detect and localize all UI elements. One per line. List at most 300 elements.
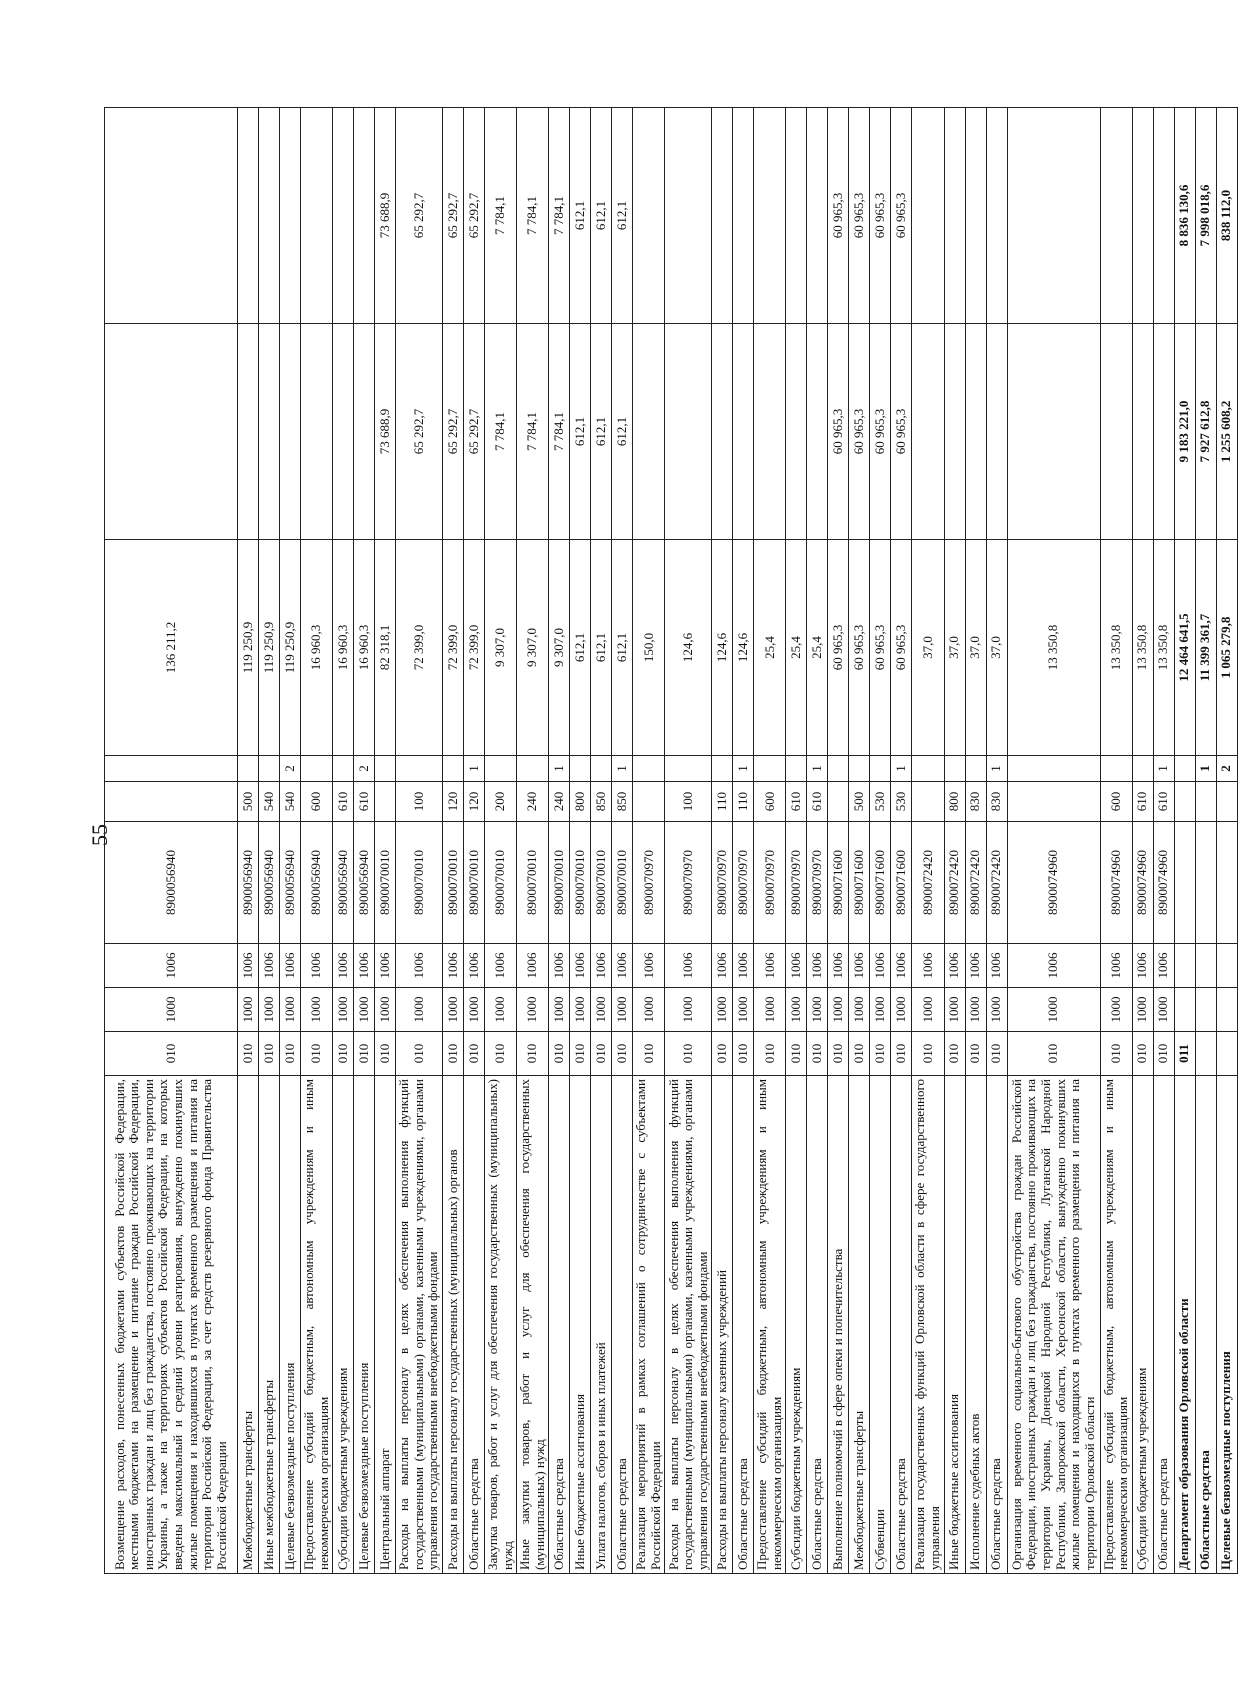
amount-year-1: 124,6 [712, 540, 733, 756]
section-code: 1000 [1153, 988, 1174, 1032]
subsection-code: 1006 [733, 944, 754, 988]
expense-type: 600 [301, 782, 333, 822]
page-number: 55 [87, 824, 112, 846]
row-name: Выполнение полномочий в сфере опеки и попечительства [828, 1076, 849, 1574]
amount-year-1: 16 960,3 [333, 540, 354, 756]
table-row [1195, 108, 1216, 1574]
funding-source [1007, 756, 1100, 782]
amount-year-1: 16 960,3 [301, 540, 333, 756]
table-row [485, 108, 517, 1574]
amount-year-2 [1132, 324, 1153, 540]
table-row [570, 108, 591, 1574]
amount-year-1: 150,0 [633, 540, 665, 756]
amount-year-3 [105, 108, 238, 324]
section-code: 1000 [912, 988, 944, 1032]
section-code: 1000 [633, 988, 665, 1032]
section-code: 1000 [280, 988, 301, 1032]
ministry-code: 010 [712, 1032, 733, 1076]
section-code: 1000 [965, 988, 986, 1032]
ministry-code: 010 [786, 1032, 807, 1076]
table-row [633, 108, 665, 1574]
table-row [517, 108, 549, 1574]
expense-type [1174, 782, 1195, 822]
amount-year-2: 7 784,1 [517, 324, 549, 540]
funding-source [849, 756, 870, 782]
amount-year-1: 37,0 [944, 540, 965, 756]
table-row [549, 108, 570, 1574]
funding-source [396, 756, 443, 782]
row-name: Областные средства [891, 1076, 912, 1574]
target-article: 8900056940 [354, 822, 375, 944]
subsection-code: 1006 [807, 944, 828, 988]
row-name: Целевые безвозмездные поступления [280, 1076, 301, 1574]
ministry-code: 011 [1174, 1032, 1195, 1076]
amount-year-3: 7 784,1 [549, 108, 570, 324]
amount-year-2: 7 784,1 [485, 324, 517, 540]
subsection-code: 1006 [280, 944, 301, 988]
section-code: 1000 [517, 988, 549, 1032]
row-name: Межбюджетные трансферты [238, 1076, 259, 1574]
ministry-code: 010 [105, 1032, 238, 1076]
amount-year-3 [944, 108, 965, 324]
subsection-code: 1006 [665, 944, 712, 988]
ministry-code: 010 [485, 1032, 517, 1076]
table-row [354, 108, 375, 1574]
table-row [301, 108, 333, 1574]
amount-year-3 [354, 108, 375, 324]
table-row [105, 108, 238, 1574]
subsection-code: 1006 [354, 944, 375, 988]
table-row [807, 108, 828, 1574]
amount-year-2: 612,1 [612, 324, 633, 540]
expense-type: 500 [238, 782, 259, 822]
section-code: 1000 [375, 988, 396, 1032]
expense-type: 240 [517, 782, 549, 822]
amount-year-1: 12 464 641,5 [1174, 540, 1195, 756]
ministry-code: 010 [570, 1032, 591, 1076]
amount-year-2: 65 292,7 [396, 324, 443, 540]
target-article: 8900070010 [570, 822, 591, 944]
expense-type: 610 [807, 782, 828, 822]
table-row [612, 108, 633, 1574]
target-article: 8900070010 [517, 822, 549, 944]
section-code: 1000 [105, 988, 238, 1032]
amount-year-3: 612,1 [570, 108, 591, 324]
ministry-code: 010 [965, 1032, 986, 1076]
amount-year-3: 60 965,3 [828, 108, 849, 324]
row-name: Иные бюджетные ассигнования [570, 1076, 591, 1574]
ministry-code: 010 [443, 1032, 464, 1076]
section-code: 1000 [986, 988, 1007, 1032]
budget-table [104, 107, 1238, 1574]
funding-source: 1 [612, 756, 633, 782]
amount-year-2 [280, 324, 301, 540]
amount-year-2: 65 292,7 [464, 324, 485, 540]
amount-year-2 [1007, 324, 1100, 540]
expense-type: 200 [485, 782, 517, 822]
target-article: 8900070970 [712, 822, 733, 944]
expense-type: 610 [1153, 782, 1174, 822]
section-code: 1000 [807, 988, 828, 1032]
amount-year-1: 82 318,1 [375, 540, 396, 756]
amount-year-1: 124,6 [733, 540, 754, 756]
funding-source [944, 756, 965, 782]
subsection-code: 1006 [986, 944, 1007, 988]
row-name: Целевые безвозмездные поступления [354, 1076, 375, 1574]
ministry-code: 010 [1100, 1032, 1132, 1076]
target-article: 8900074960 [1153, 822, 1174, 944]
expense-type: 540 [259, 782, 280, 822]
row-name: Расходы на выплаты персоналу в целях обеспечения выполнения функций государственными (муниципальными) органами, казенными учреждениями, органами управления государственными внебюджетными фондами [396, 1076, 443, 1574]
subsection-code: 1006 [443, 944, 464, 988]
table-row [259, 108, 280, 1574]
section-code: 1000 [396, 988, 443, 1032]
row-name: Возмещение расходов, понесенных бюджетами субъектов Российской Федерации, местными бюджетами на размещение и питание граждан Российской Федерации, иностранных граждан и лиц без гражданства, постоянно проживающих на территории Украины, а также на территориях субъектов Российской Федерации, на которых введены максимальный и средний уровни реагирования, вынужденно покинувших жилые помещения и находившихся в пунктах временного размещения и питания на территории Российской Федерации, за счет средств резервного фонда Правительства Российской Федерации [105, 1076, 238, 1574]
target-article: 8900071600 [828, 822, 849, 944]
subsection-code: 1006 [633, 944, 665, 988]
amount-year-2 [633, 324, 665, 540]
funding-source: 1 [1153, 756, 1174, 782]
target-article: 8900070010 [396, 822, 443, 944]
table-row [1132, 108, 1153, 1574]
subsection-code: 1006 [828, 944, 849, 988]
amount-year-3: 838 112,0 [1216, 108, 1237, 324]
section-code: 1000 [786, 988, 807, 1032]
funding-source [570, 756, 591, 782]
ministry-code [1195, 1032, 1216, 1076]
table-row [754, 108, 786, 1574]
target-article: 8900070010 [485, 822, 517, 944]
target-article: 8900071600 [891, 822, 912, 944]
ministry-code: 010 [612, 1032, 633, 1076]
amount-year-1: 1 065 279,8 [1216, 540, 1237, 756]
expense-type [1216, 782, 1237, 822]
section-code: 1000 [733, 988, 754, 1032]
amount-year-1: 11 399 361,7 [1195, 540, 1216, 756]
section-code: 1000 [570, 988, 591, 1032]
amount-year-2: 9 183 221,0 [1174, 324, 1195, 540]
ministry-code: 010 [464, 1032, 485, 1076]
ministry-code: 010 [912, 1032, 944, 1076]
section-code: 1000 [443, 988, 464, 1032]
expense-type: 500 [849, 782, 870, 822]
row-name: Департамент образования Орловской области [1174, 1076, 1195, 1574]
funding-source: 1 [733, 756, 754, 782]
funding-source: 1 [1195, 756, 1216, 782]
ministry-code: 010 [665, 1032, 712, 1076]
amount-year-2: 612,1 [570, 324, 591, 540]
amount-year-3: 7 784,1 [485, 108, 517, 324]
target-article: 8900070970 [733, 822, 754, 944]
funding-source: 2 [280, 756, 301, 782]
subsection-code: 1006 [1132, 944, 1153, 988]
amount-year-3 [754, 108, 786, 324]
section-code: 1000 [354, 988, 375, 1032]
amount-year-1: 136 211,2 [105, 540, 238, 756]
expense-type: 530 [870, 782, 891, 822]
amount-year-1: 60 965,3 [891, 540, 912, 756]
funding-source [828, 756, 849, 782]
subsection-code: 1006 [105, 944, 238, 988]
target-article: 8900074960 [1007, 822, 1100, 944]
amount-year-3: 8 836 130,6 [1174, 108, 1195, 324]
table-row [1153, 108, 1174, 1574]
amount-year-1: 9 307,0 [485, 540, 517, 756]
target-article: 8900070970 [633, 822, 665, 944]
section-code: 1000 [301, 988, 333, 1032]
section-code: 1000 [549, 988, 570, 1032]
target-article: 8900056940 [333, 822, 354, 944]
row-name: Расходы на выплаты персоналу в целях обеспечения выполнения функций государственными (муниципальными) органами, казенными учреждениями, органами управления государственными внебюджетными фондами [665, 1076, 712, 1574]
target-article: 8900074960 [1132, 822, 1153, 944]
amount-year-1: 37,0 [912, 540, 944, 756]
amount-year-1: 119 250,9 [280, 540, 301, 756]
expense-type [633, 782, 665, 822]
row-name: Реализация государственных функций Орловской области в сфере государственного управления [912, 1076, 944, 1574]
table-row [591, 108, 612, 1574]
funding-source [105, 756, 238, 782]
target-article: 8900070010 [443, 822, 464, 944]
subsection-code: 1006 [870, 944, 891, 988]
target-article: 8900056940 [301, 822, 333, 944]
funding-source [633, 756, 665, 782]
amount-year-2 [665, 324, 712, 540]
funding-source: 2 [1216, 756, 1237, 782]
amount-year-2 [807, 324, 828, 540]
subsection-code: 1006 [485, 944, 517, 988]
expense-type: 110 [733, 782, 754, 822]
funding-source [754, 756, 786, 782]
target-article: 8900070010 [549, 822, 570, 944]
subsection-code: 1006 [912, 944, 944, 988]
subsection-code: 1006 [1153, 944, 1174, 988]
amount-year-2 [333, 324, 354, 540]
expense-type: 850 [591, 782, 612, 822]
row-name: Областные средства [464, 1076, 485, 1574]
funding-source: 1 [464, 756, 485, 782]
section-code: 1000 [238, 988, 259, 1032]
amount-year-1: 37,0 [986, 540, 1007, 756]
expense-type: 100 [396, 782, 443, 822]
expense-type: 530 [891, 782, 912, 822]
amount-year-2 [986, 324, 1007, 540]
amount-year-2: 60 965,3 [828, 324, 849, 540]
row-name: Субсидии бюджетным учреждениям [1132, 1076, 1153, 1574]
subsection-code: 1006 [1100, 944, 1132, 988]
expense-type: 610 [1132, 782, 1153, 822]
funding-source [1132, 756, 1153, 782]
subsection-code: 1006 [786, 944, 807, 988]
subsection-code: 1006 [549, 944, 570, 988]
amount-year-3 [633, 108, 665, 324]
amount-year-3 [1100, 108, 1132, 324]
row-name: Областные средства [733, 1076, 754, 1574]
section-code: 1000 [333, 988, 354, 1032]
expense-type: 610 [786, 782, 807, 822]
table-row [1007, 108, 1100, 1574]
section-code: 1000 [464, 988, 485, 1032]
funding-source [259, 756, 280, 782]
amount-year-3: 60 965,3 [891, 108, 912, 324]
subsection-code: 1006 [591, 944, 612, 988]
amount-year-2 [754, 324, 786, 540]
row-name: Центральный аппарат [375, 1076, 396, 1574]
amount-year-1: 60 965,3 [849, 540, 870, 756]
expense-type [1007, 782, 1100, 822]
ministry-code: 010 [375, 1032, 396, 1076]
funding-source [665, 756, 712, 782]
section-code: 1000 [712, 988, 733, 1032]
amount-year-2: 7 784,1 [549, 324, 570, 540]
row-name: Субвенции [870, 1076, 891, 1574]
target-article [1216, 822, 1237, 944]
amount-year-1: 9 307,0 [549, 540, 570, 756]
ministry-code: 010 [870, 1032, 891, 1076]
section-code: 1000 [1100, 988, 1132, 1032]
funding-source [870, 756, 891, 782]
funding-source [912, 756, 944, 782]
amount-year-2: 65 292,7 [443, 324, 464, 540]
ministry-code: 010 [828, 1032, 849, 1076]
amount-year-2 [1153, 324, 1174, 540]
table-row [280, 108, 301, 1574]
expense-type: 610 [333, 782, 354, 822]
row-name: Целевые безвозмездные поступления [1216, 1076, 1237, 1574]
amount-year-3: 612,1 [591, 108, 612, 324]
amount-year-1: 13 350,8 [1100, 540, 1132, 756]
expense-type: 800 [944, 782, 965, 822]
subsection-code: 1006 [464, 944, 485, 988]
target-article [1195, 822, 1216, 944]
amount-year-2 [354, 324, 375, 540]
target-article: 8900056940 [280, 822, 301, 944]
table-row [464, 108, 485, 1574]
section-code: 1000 [591, 988, 612, 1032]
amount-year-2 [944, 324, 965, 540]
ministry-code: 010 [1132, 1032, 1153, 1076]
ministry-code: 010 [238, 1032, 259, 1076]
amount-year-3 [786, 108, 807, 324]
section-code: 1000 [612, 988, 633, 1032]
amount-year-2 [786, 324, 807, 540]
funding-source: 1 [549, 756, 570, 782]
target-article: 8900070010 [612, 822, 633, 944]
expense-type: 600 [754, 782, 786, 822]
table-row [870, 108, 891, 1574]
table-row [1216, 108, 1237, 1574]
amount-year-3: 60 965,3 [870, 108, 891, 324]
funding-source [375, 756, 396, 782]
amount-year-3: 7 784,1 [517, 108, 549, 324]
ministry-code: 010 [517, 1032, 549, 1076]
amount-year-3: 60 965,3 [849, 108, 870, 324]
subsection-code: 1006 [849, 944, 870, 988]
expense-type: 850 [612, 782, 633, 822]
section-code: 1000 [259, 988, 280, 1032]
amount-year-3 [665, 108, 712, 324]
subsection-code [1174, 944, 1195, 988]
amount-year-3: 73 688,9 [375, 108, 396, 324]
amount-year-1: 72 399,0 [443, 540, 464, 756]
amount-year-2 [238, 324, 259, 540]
table-row [965, 108, 986, 1574]
section-code [1174, 988, 1195, 1032]
ministry-code: 010 [333, 1032, 354, 1076]
subsection-code [1195, 944, 1216, 988]
amount-year-3 [807, 108, 828, 324]
amount-year-2 [301, 324, 333, 540]
funding-source [1174, 756, 1195, 782]
row-name: Областные средства [986, 1076, 1007, 1574]
section-code [1195, 988, 1216, 1032]
amount-year-1: 60 965,3 [870, 540, 891, 756]
amount-year-2: 1 255 608,2 [1216, 324, 1237, 540]
row-name: Областные средства [549, 1076, 570, 1574]
section-code: 1000 [754, 988, 786, 1032]
ministry-code: 010 [259, 1032, 280, 1076]
amount-year-3 [238, 108, 259, 324]
row-name: Межбюджетные трансферты [849, 1076, 870, 1574]
subsection-code: 1006 [238, 944, 259, 988]
section-code: 1000 [870, 988, 891, 1032]
funding-source [333, 756, 354, 782]
expense-type: 120 [443, 782, 464, 822]
ministry-code: 010 [1153, 1032, 1174, 1076]
amount-year-2 [965, 324, 986, 540]
funding-source: 2 [354, 756, 375, 782]
subsection-code: 1006 [891, 944, 912, 988]
row-name: Иные бюджетные ассигнования [944, 1076, 965, 1574]
expense-type: 830 [965, 782, 986, 822]
amount-year-3 [986, 108, 1007, 324]
ministry-code: 010 [396, 1032, 443, 1076]
amount-year-2 [105, 324, 238, 540]
ministry-code [1216, 1032, 1237, 1076]
amount-year-3 [259, 108, 280, 324]
amount-year-1: 13 350,8 [1007, 540, 1100, 756]
section-code: 1000 [665, 988, 712, 1032]
table-row [891, 108, 912, 1574]
section-code: 1000 [828, 988, 849, 1032]
table-row [786, 108, 807, 1574]
ministry-code: 010 [754, 1032, 786, 1076]
table-row [712, 108, 733, 1574]
ministry-code: 010 [986, 1032, 1007, 1076]
ministry-code: 010 [944, 1032, 965, 1076]
amount-year-3 [280, 108, 301, 324]
amount-year-1: 16 960,3 [354, 540, 375, 756]
subsection-code [1216, 944, 1237, 988]
amount-year-3: 65 292,7 [396, 108, 443, 324]
subsection-code: 1006 [612, 944, 633, 988]
amount-year-1: 9 307,0 [517, 540, 549, 756]
subsection-code: 1006 [517, 944, 549, 988]
expense-type: 800 [570, 782, 591, 822]
expense-type: 610 [354, 782, 375, 822]
ministry-code: 010 [633, 1032, 665, 1076]
section-code: 1000 [1132, 988, 1153, 1032]
funding-source [591, 756, 612, 782]
amount-year-3 [712, 108, 733, 324]
row-name: Расходы на выплаты персоналу государственных (муниципальных) органов [443, 1076, 464, 1574]
table-row [665, 108, 712, 1574]
table-row [1174, 108, 1195, 1574]
subsection-code: 1006 [396, 944, 443, 988]
funding-source: 1 [986, 756, 1007, 782]
funding-source [443, 756, 464, 782]
subsection-code: 1006 [259, 944, 280, 988]
amount-year-1: 25,4 [754, 540, 786, 756]
